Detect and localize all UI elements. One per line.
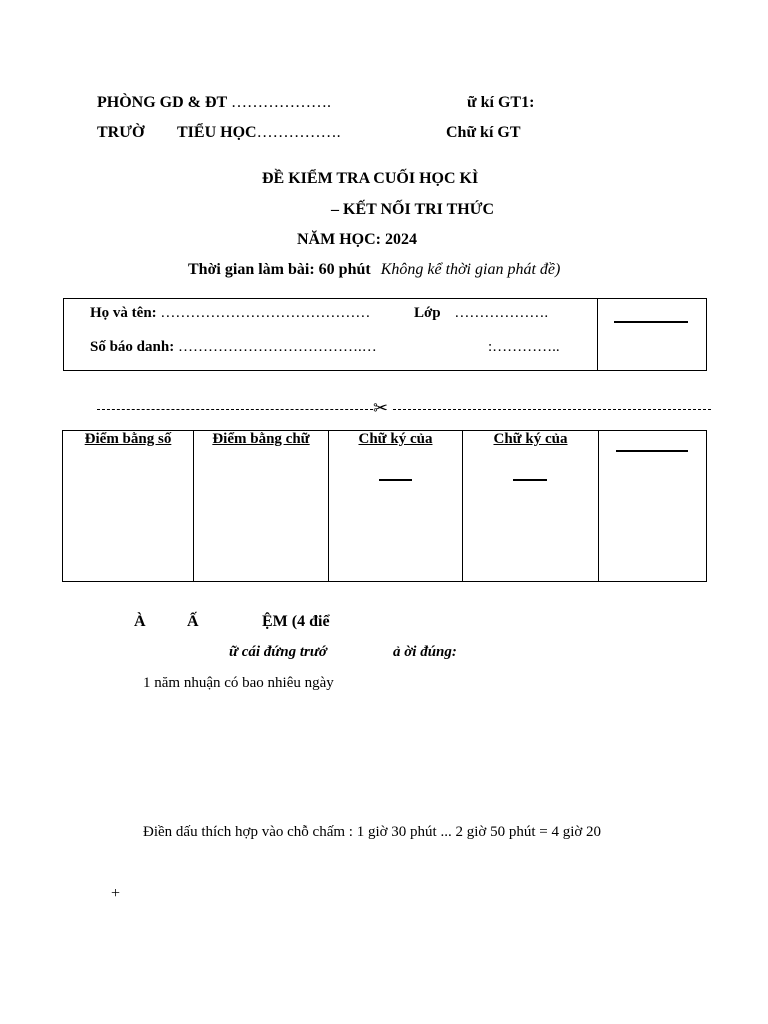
student-box-divider	[597, 299, 598, 370]
scissors-icon: ✂	[373, 398, 389, 419]
school-label-part1: TRƯỜ	[97, 124, 145, 141]
score-table-right-line	[616, 450, 688, 452]
class-label: Lớp	[414, 305, 441, 321]
question-2: Điền dấu thích hợp vào chỗ chấm : 1 giờ 30 phút ... 2 giờ 50 phút = 4 giờ 20	[143, 824, 602, 840]
score-number-header: Điểm bằng số	[84, 431, 172, 447]
department-header	[97, 94, 331, 112]
signature-gt2-label: Chữ kí GT	[446, 124, 521, 141]
school-label-part2: TIỂU HỌC	[177, 124, 257, 141]
school-dots: …………….	[256, 124, 341, 141]
grader2-signature-header: Chữ ký của	[493, 431, 568, 447]
name-field[interactable]: ……………………………………	[160, 305, 371, 321]
section-heading-part3: ỆM (4 điể	[262, 613, 330, 630]
exam-title: ĐỀ KIỂM TRA CUỐI HỌC KÌ	[262, 170, 479, 187]
student-box-right-line	[614, 321, 688, 323]
score-col-divider-3	[462, 431, 463, 581]
time-bold: Thời gian làm bài: 60 phút	[188, 261, 371, 278]
school-header	[177, 124, 341, 142]
class-row	[414, 305, 548, 322]
grader1-blank	[379, 479, 412, 481]
id-label: Số báo danh:	[90, 339, 175, 355]
student-info-box	[63, 298, 707, 371]
exam-subtitle: – KẾT NỐI TRI THỨC	[331, 201, 495, 218]
score-col-divider-4	[598, 431, 599, 581]
score-col-divider-1	[193, 431, 194, 581]
section-heading-part2: Ấ	[187, 613, 199, 630]
grader2-blank	[513, 479, 547, 481]
grader1-signature-header: Chữ ký của	[358, 431, 433, 447]
department-label: PHÒNG GD & ĐT	[97, 94, 227, 111]
instruction-part1: ữ cái đứng trướ	[229, 644, 327, 660]
plus-mark: +	[111, 885, 121, 902]
question-1: 1 năm nhuận có bao nhiêu ngày	[143, 675, 334, 691]
name-label: Họ và tên:	[90, 305, 157, 321]
cut-line-left	[97, 409, 373, 410]
instruction-part2: ả ời đúng:	[393, 644, 457, 660]
score-col-divider-2	[328, 431, 329, 581]
id-row	[90, 339, 377, 356]
time-line	[188, 261, 560, 279]
class-field[interactable]: ……………….	[454, 305, 549, 321]
signature-gt1-label: ữ kí GT1:	[467, 94, 535, 111]
id-field[interactable]: ……………………………….…	[177, 339, 377, 355]
section-heading-part1: À	[134, 613, 146, 630]
cut-line-right	[393, 409, 711, 410]
score-table	[62, 430, 707, 582]
school-year: NĂM HỌC: 2024	[297, 231, 417, 248]
room-field[interactable]: :…………..	[488, 339, 560, 355]
score-words-header: Điểm bằng chữ	[212, 431, 310, 447]
department-dots: ……………….	[230, 94, 331, 111]
time-italic: Không kể thời gian phát đề)	[380, 261, 561, 278]
name-row	[90, 305, 370, 322]
